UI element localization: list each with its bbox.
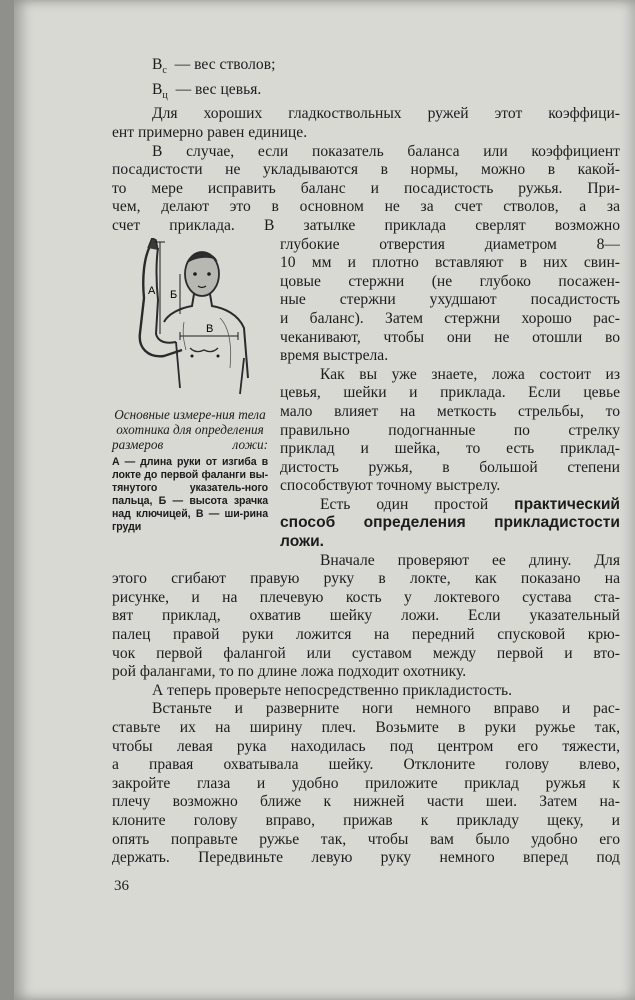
paragraph-method: Есть один простой практический способ определения прикладистости ложи.: [280, 495, 620, 551]
label-a: А: [148, 284, 156, 297]
label-b: Б: [170, 288, 178, 301]
page-number: 36: [114, 878, 129, 894]
paragraph-intro: Для хороших гладкоствольных ружей этот коэффици- ент примерно равен единице.: [112, 105, 620, 141]
definition-stvoly: $В_с$ — вес стволов;: [152, 56, 276, 77]
label-c: В: [206, 322, 214, 335]
paragraph-lozha: Как вы уже знаете, ложа состоит из цевья, шейки и приклада. Если цевье мало влияет на меткость стрельбы, то правильно подогнанные по стрелку приклад и шейка, то есть приклад- дистость ружья, в большой степени способствуют точному выстрелу.: [280, 365, 620, 495]
right-column-text: [280, 236, 620, 571]
hunter-body-illustration: [120, 238, 250, 398]
figure-caption: А — длина руки от изгиба в локте до первой фаланги вы-тянутого указатель-ного пальца, Б — высота зрачка над ключицей, В — ши-рина груди: [112, 456, 268, 534]
figure-title: Основные измере-ния тела охотника для определения размеров ложи:: [112, 407, 268, 453]
paragraph-length: этого сгибают правую руку в локте, как показано на рисунке, и на плечевую кость у локтевого сустава ста- вят приклад, охватив шейку ложи. Если указательный палец правой руки ложится на передний спусковой крю- чок первой фалангой или суставом между первой и вто- рой фалангами, то по длине ложа подходит охотнику.: [112, 570, 620, 681]
paragraph-check: А теперь проверьте непосредственно прикладистость.: [152, 681, 513, 699]
paragraph-length-first: Вначале проверяют ее длину. Для: [320, 551, 620, 569]
book-page: [14, 0, 635, 1000]
definition-tsevye: $В_ц$ — вес цевья.: [152, 80, 262, 101]
text-column: [112, 56, 620, 868]
figure-wrap: [112, 236, 620, 571]
paragraph-lead-rods: глубокие отверстия диаметром 8— 10 мм и плотно вставляют в них свин- цовые стержни (не глубоко посажен- ные стержни ухудшают посадистость и баланс). Затем стержни хорошо рас- чеканивают, чтобы они не отошли во время выстрела.: [280, 235, 620, 365]
figure: [112, 236, 268, 535]
paragraph-balance: В случае, если показатель баланса или коэффициент посадистости не укладываются в нормы, можно в какой- то мере исправить баланс и посадистость ружья. При- чем, делают это в основном не за счет стволов, а за счет приклада. В затылке приклада сверлят возможно: [112, 142, 620, 234]
paragraph-stance: Встаньте и разверните ноги немного вправо и рас- ставьте их на ширину плеч. Возьмите в руки ружье так, чтобы левая рука находилась под центром его тяжести, а правая охватывала шейку. Отклоните голову влево, закройте глаза и удобно приложите приклад ружья к плечу возможно ближе к нижней части шеи. Затем на- клоните голову вправо, прижав к прикладу щеку, и опять поправьте ружье так, чтобы вам было удобно его держать. Передвиньте левую руку немного вперед под: [112, 700, 620, 867]
